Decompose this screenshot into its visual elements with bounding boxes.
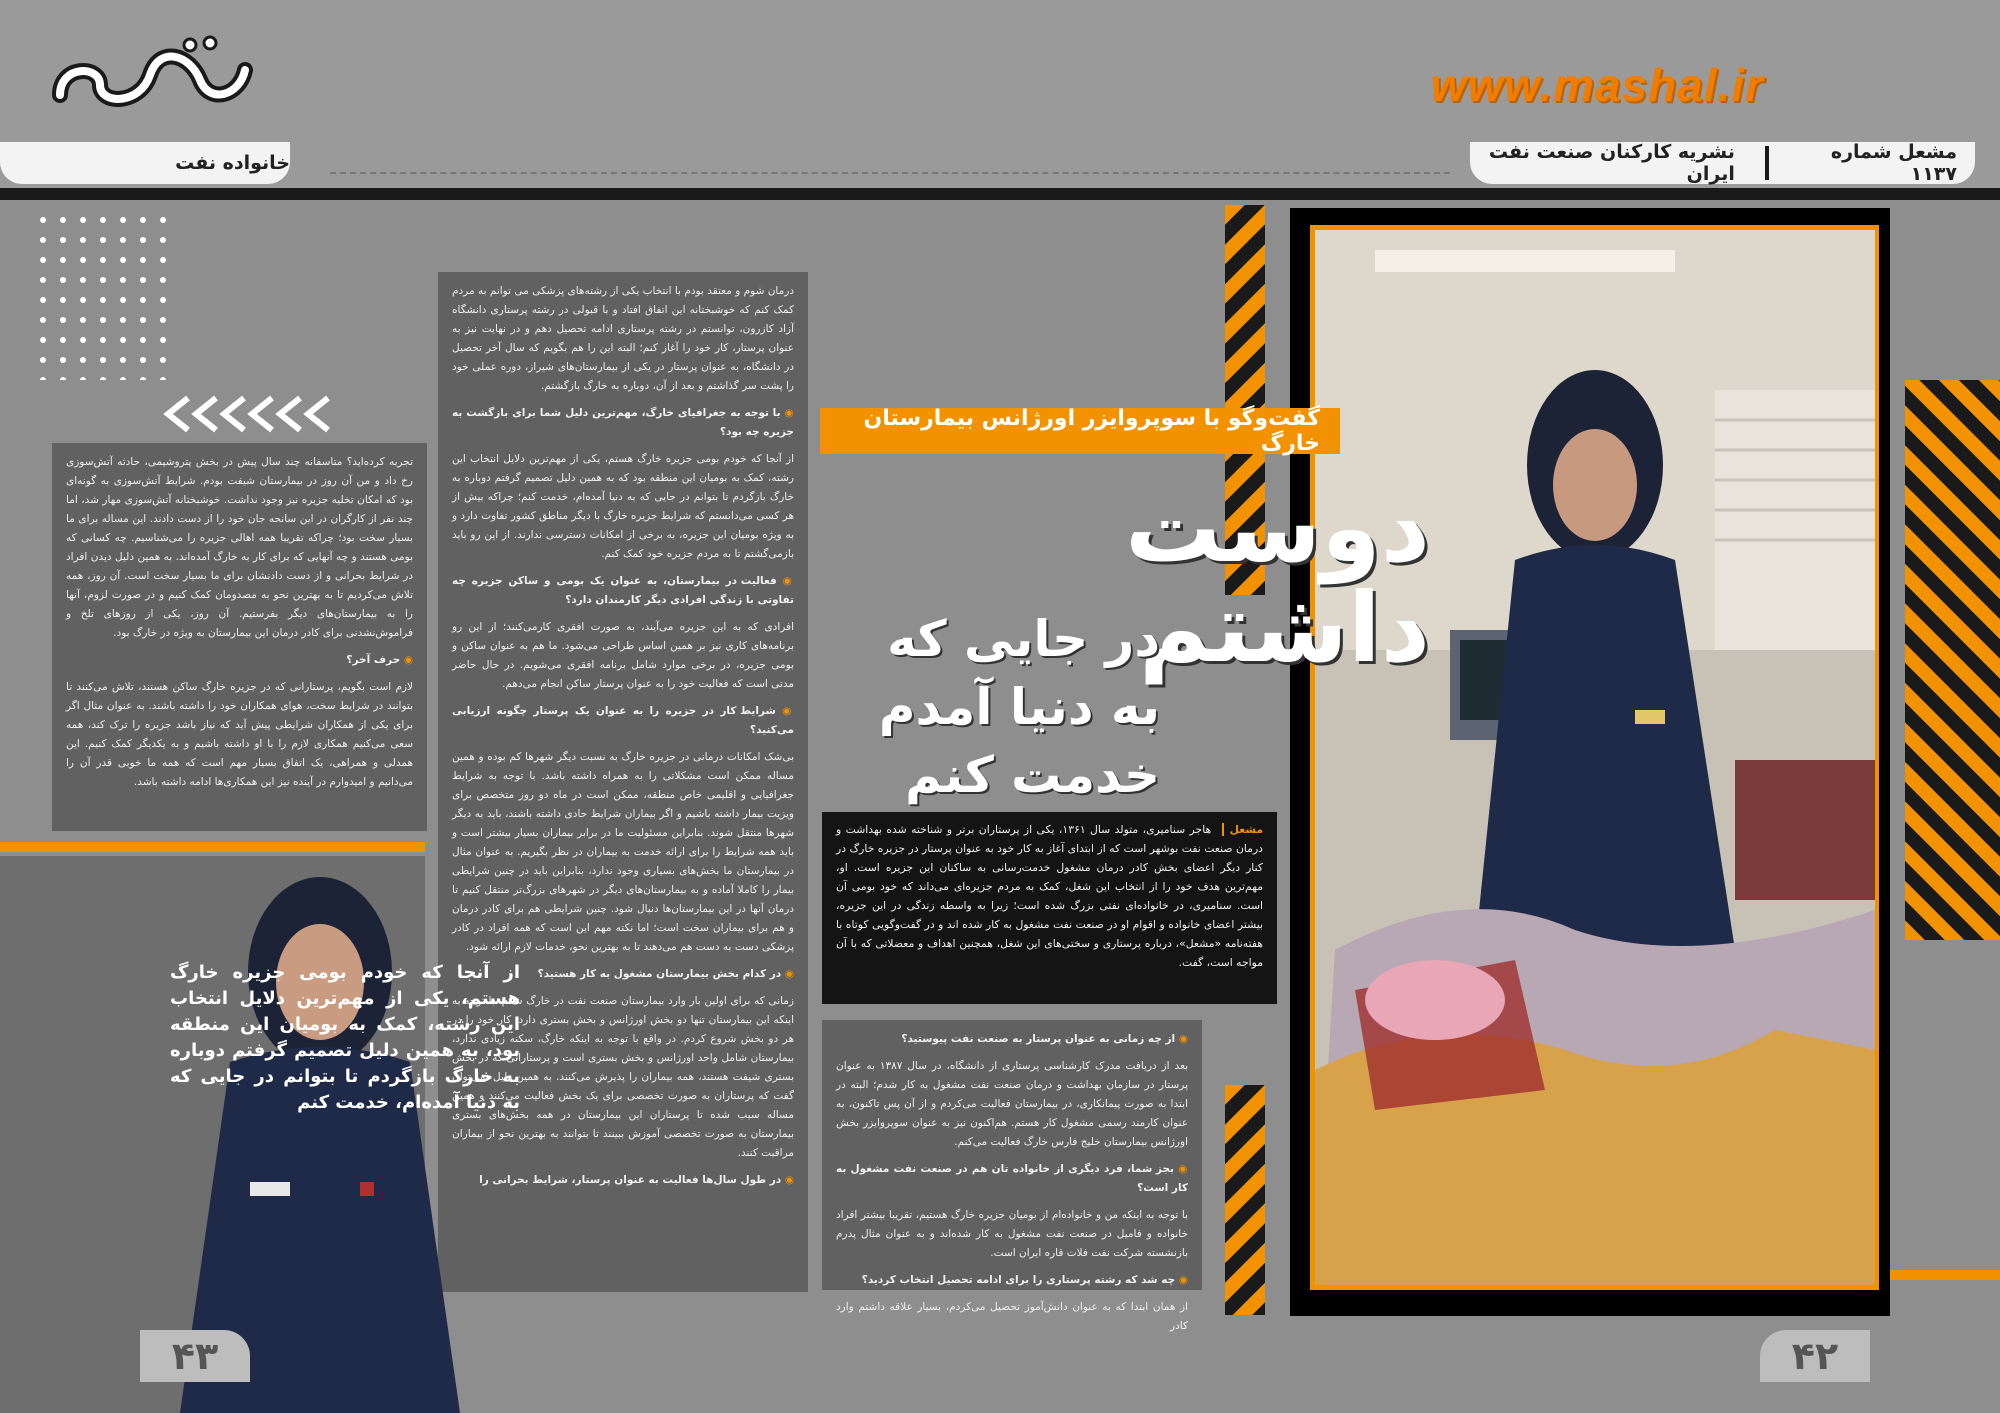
page-number-left: ۴۳ bbox=[171, 1334, 219, 1378]
publication-name: نشریه کارکنان صنعت نفت ایران bbox=[1488, 141, 1735, 185]
article-intro bbox=[822, 812, 1277, 1004]
question: ◉ شرایط کار در جزیره را به عنوان یک پرستار چگونه ارزیابی می‌کنید؟ bbox=[452, 702, 794, 740]
column-right bbox=[822, 1020, 1202, 1332]
article-title-sub: در جایی که به دنیا آمدم خدمت کنم bbox=[878, 610, 1160, 804]
header-dash-line bbox=[330, 172, 1450, 174]
article-title-main: دوست داشتم bbox=[1125, 472, 1430, 684]
question: ◉ در کدام بخش بیمارستان مشغول به کار هستید؟ bbox=[452, 965, 794, 984]
mashal-logo-icon bbox=[40, 25, 260, 115]
question: ◉ از چه زمانی به عنوان پرستار به صنعت نفت پیوستید؟ bbox=[836, 1030, 1188, 1049]
question: ◉ در طول سال‌ها فعالیت به عنوان پرستار، شرایط بحرانی را bbox=[452, 1171, 794, 1190]
answer: لازم است بگویم، پرستارانی که در جزیره خارگ ساکن هستند، تلاش می‌کنند تا بتوانند در شرایط سخت، هوای همکاران خود را داشته باشند. به عنوان مثال اگر برای یکی از همکاران شرایطی پیش آید که نیاز باشد جزیره را ترک کند، همه سعی می‌کنیم همکاری لازم را با او داشته باشیم و به یکدیگر کمک کنیم. این همدلی و همراهی، یک اتفاق بسیار مهم است که همه ما خوبی قدر آن را می‌دانیم و امیدوارم در آینده نیز این همکاری‌ها ادامه داشته باشد. bbox=[66, 681, 413, 788]
answer: درمان شوم و معتقد بودم با انتخاب یکی از رشته‌های پزشکی می توانم به مردم کمک کنم که خوشبختانه این اتفاق افتاد و با قبولی در رشته پرستاری دانشگاه آزاد کازرون، توانستم در رشته پرستاری ادامه تحصیل دهم و در نهایت نیز به عنوان پرستار، کار خود را آغاز کنم؛ البته این را هم بگویم که سال آخر تحصیل در دانشگاه، به عنوان پرستار در یکی از بیمارستان‌های شیراز، دوره عملی خود را پشت سر گذاشتم و بعد از آن، دوباره به خارگ بازگشتم. bbox=[452, 285, 794, 392]
answer: از همان ابتدا که به عنوان دانش‌آموز تحصیل می‌کردم، بسیار علاقه داشتم وارد کادر bbox=[836, 1301, 1188, 1332]
page-number-right-box bbox=[1760, 1330, 1870, 1382]
question: ◉ حرف آخر؟ bbox=[66, 651, 413, 670]
article-kicker: گفت‌وگو با سوپروایزر اورژانس بیمارستان خارگ bbox=[820, 408, 1340, 454]
issue-number: مشعل شماره ۱۱۳۷ bbox=[1830, 141, 1957, 185]
column-left bbox=[52, 443, 427, 831]
pull-quote: از آنجا که خودم بومی جزیره خارگ هستم، یکی از مهم‌ترین دلایل انتخاب این رشته، کمک به بومیان این منطقه بود، به همین دلیل تصمیم گرفتم دوباره به خارگ بازگردم تا بتوانم در جایی که به دنیا آمده‌ام، خدمت کنم bbox=[170, 962, 520, 1113]
question: ◉ با توجه به جغرافیای خارگ، مهم‌ترین دلیل شما برای بازگشت به جزیره چه بود؟ bbox=[452, 404, 794, 442]
column-middle bbox=[438, 272, 808, 1292]
answer: از آنجا که خودم بومی جزیره خارگ هستم، یکی از مهم‌ترین دلایل انتخاب این رشته، کمک به بومیان این منطقه بود که به همین دلیل تصمیم گرفتم دوباره به خارگ بازگردم تا بتوانم در جایی که به دنیا آمده‌ام، خدمت کنم؛ چراکه بیش از هر کسی می‌دانستم که شرایط جزیره خارگ با دیگر مناطق کشور تفاوت دارد و به ویژه بومیان این جزیره، به برخی از امکانات دسترسی ندارند. از این رو باید بازمی‌گشتم تا به مردم جزیره خود کمک کنم. bbox=[451, 453, 794, 560]
page-number-left-box bbox=[140, 1330, 250, 1382]
answer: با توجه به اینکه من و خانواده‌ام از بومیان جزیره خارگ هستیم، تقریبا بیشتر افراد خانواده و فامیل در صنعت نفت مشغول به کار شده‌اند و به عنوان مثال پدرم بازنشسته شرکت نفت فلات قاره ایران است. bbox=[836, 1209, 1188, 1259]
site-url[interactable]: www.mashal.ir bbox=[1430, 59, 1764, 111]
intro-text: هاجر سنامیری، متولد سال ۱۳۶۱، یکی از پرستاران برتر و شناخته شده بهداشت و درمان صنعت نفت بوشهر است که از ابتدای آغاز به کار خود به عنوان پرستار در جزیره خارگ در کنار دیگر اعضای بخش کادر درمان مشغول خدمت‌رسانی به ساکنان این جزیره است. او، مهم‌ترین هدف خود را از انتخاب این شغل، کمک به مردم جزیره‌ای می‌داند که خود بومی آن است. سنامیری، در خانواده‌ای نفتی بزرگ شده است؛ زیرا به واسطه زندگی در این جزیره، بیشتر اعضای خانواده و اقوام او در صنعت نفت مشغول به کار شده اند و در گفت‌وگویی کوتاه با هفته‌نامه «مشعل»، درباره پرستاری و سختی‌های این شغل، همچنین اهداف و معضلاتی که با آن مواجه است، گفت. bbox=[836, 823, 1263, 969]
hazard-stripe-right bbox=[1905, 380, 2000, 940]
question: ◉ چه شد که رشته پرستاری را برای ادامه تحصیل انتخاب کردید؟ bbox=[836, 1271, 1188, 1290]
hazard-stripe-center-bottom bbox=[1225, 1085, 1265, 1315]
chevron-arrows-icon bbox=[160, 393, 345, 435]
answer: افرادی که به این جزیره می‌آیند، به صورت افقری کارمی‌کنند؛ از این رو برنامه‌های کاری نیز بر همین اساس طراحی می‌شود. ما هم به عنوان ساکن و بومی جزیره، در برخی موارد شامل برنامه افقری می‌شویم. در حال حاضر مدتی است که فعالیت خود را به عنوان پرستار ساکن انجام می‌دهم. bbox=[452, 621, 794, 690]
answer: تجربه کرده‌اید؟ متاسفانه چند سال پیش در بخش پتروشیمی، حادثه آتش‌سوزی رخ داد و من آن روز در بیمارستان شیفت بودم. شرایط آتش‌سوزی به گونه‌ای بود که امکان تخلیه جزیره نیز وجود نداشت. خوشبختانه آتش‌سوزی مهار شد، اما چند نفر از کارگران در این سانحه جان خود را از دست دادند. این مساله برای ما بسیار سخت بود؛ چراکه تقریبا همه اهالی جزیره را می‌شناسیم. چه کسانی که بومی هستند و چه آنهایی که برای کار به خارگ آمده‌اند. به همین دلیل دیدن افراد در شرایط بحرانی و از دست دادنشان برای ما بسیار سخت است. آن روز، همه تلاش می‌کردیم تا به بهترین نحو به مصدومان کمک کنیم و در صورت لزوم، آنها را به بیمارستان‌های دیگر بفرستیم. آن روز، یکی از روزهای تلخ و فراموش‌نشدنی برای کادر درمان این بیمارستان به ویژه در خارگ بود. bbox=[66, 456, 413, 639]
intro-lead: مشعل bbox=[1222, 823, 1263, 836]
answer: زمانی که برای اولین بار وارد بیمارستان صنعت نفت در خارگ شدم، با توجه به اینکه این بیمارستان تنها دو بخش اورژانس و بخش بستری دارد، کار خود را در هر دو بخش شروع کردم. در واقع با توجه به اینکه خارگ، سکنه زیادی ندارد، بیمارستان شامل واحد اورژانس و بخش بستری است و پرستارانی که در بخش بستری شیفت هستند، همه بیماران را پذیرش می‌کنند. به همین دلیل نمی‌توان گفت که پرستاران به صورت تخصصی برای یک بخش فعالیت می‌کنند و همین مساله سبب شده تا پرستاران این بیمارستان در همه بخش‌های بستری بیمارستان به صورت تخصصی آموزش ببینند تا بتوانند به بهترین نحو از بیماران مراقبت کنند. bbox=[452, 995, 794, 1159]
header-rule bbox=[0, 188, 2000, 200]
answer: بعد از دریافت مدرک کارشناسی پرستاری از دانشگاه، در سال ۱۳۸۷ به عنوان پرستار در سازمان بهداشت و درمان صنعت نفت مشغول به کار شدم؛ البته در ابتدا به صورت پیمانکاری، در بیمارستان فعالیت می‌کردم و از آن پس تاکنون، به عنوان کارمند رسمی مشغول کار هستم. هم‌اکنون نیز به عنوان سوپروایزر بخش اورژانس بیمارستان خلیج فارس خارگ فعالیت می‌کنم. bbox=[836, 1060, 1188, 1148]
dot-grid-decoration bbox=[38, 215, 178, 380]
question: ◉ فعالیت در بیمارستان، به عنوان یک بومی و ساکن جزیره چه تفاوتی با زندگی افرادی دیگر کارمندان دارد؟ bbox=[452, 572, 794, 610]
question: ◉ بجز شما، فرد دیگری از خانواده تان هم در صنعت نفت مشغول به کار است؟ bbox=[836, 1160, 1188, 1198]
nurse-at-bedside-image bbox=[1315, 230, 1875, 1285]
page-number-right: ۴۲ bbox=[1791, 1334, 1839, 1378]
section-label-pill bbox=[0, 142, 290, 184]
pill-divider bbox=[1765, 146, 1769, 180]
issue-pill bbox=[1470, 142, 1975, 184]
orange-bar-left bbox=[0, 842, 425, 852]
section-label: خانواده نفت bbox=[175, 152, 290, 174]
answer: بی‌شک امکانات درمانی در جزیره خارگ به نسبت دیگر شهرها کم بوده و همین مساله ممکن است مشکلاتی را به همراه داشته باشد. با توجه به شرایط جغرافیایی و اقلیمی خاص منطقه، ممکن است در ماه دو روز متخصص برای ویزیت بیمار داشته باشیم و اگر بیماران شرایط حادی داشته باشند، باید به دیگر شهرها منتقل شوند. بنابراین مسئولیت ما در برابر بیماران بسیار بیشتر است و باید همه شرایط را برای ارائه خدمت به بیماران در نظر بگیریم. به عنوان مثال در بیمارستان ما بخش‌های بسیاری وجود ندارد، بنابراین باید در چنین شرایطی بیمار را کاملا آماده و به بیمارستان‌های دیگر در شهرهای بزرگ‌تر منتقل کنیم تا درمان آنها در این بیمارستان‌ها دنبال شود. چنین شرایطی هم برای کادر درمان و هم برای بیماران سخت است؛ اما نکته مهم این است که همه افراد در کادر پزشکی دست به دست هم می‌دهند تا به بهترین نحو، خدمات لازم ارائه شود. bbox=[452, 751, 794, 953]
main-photo bbox=[1310, 225, 1879, 1290]
